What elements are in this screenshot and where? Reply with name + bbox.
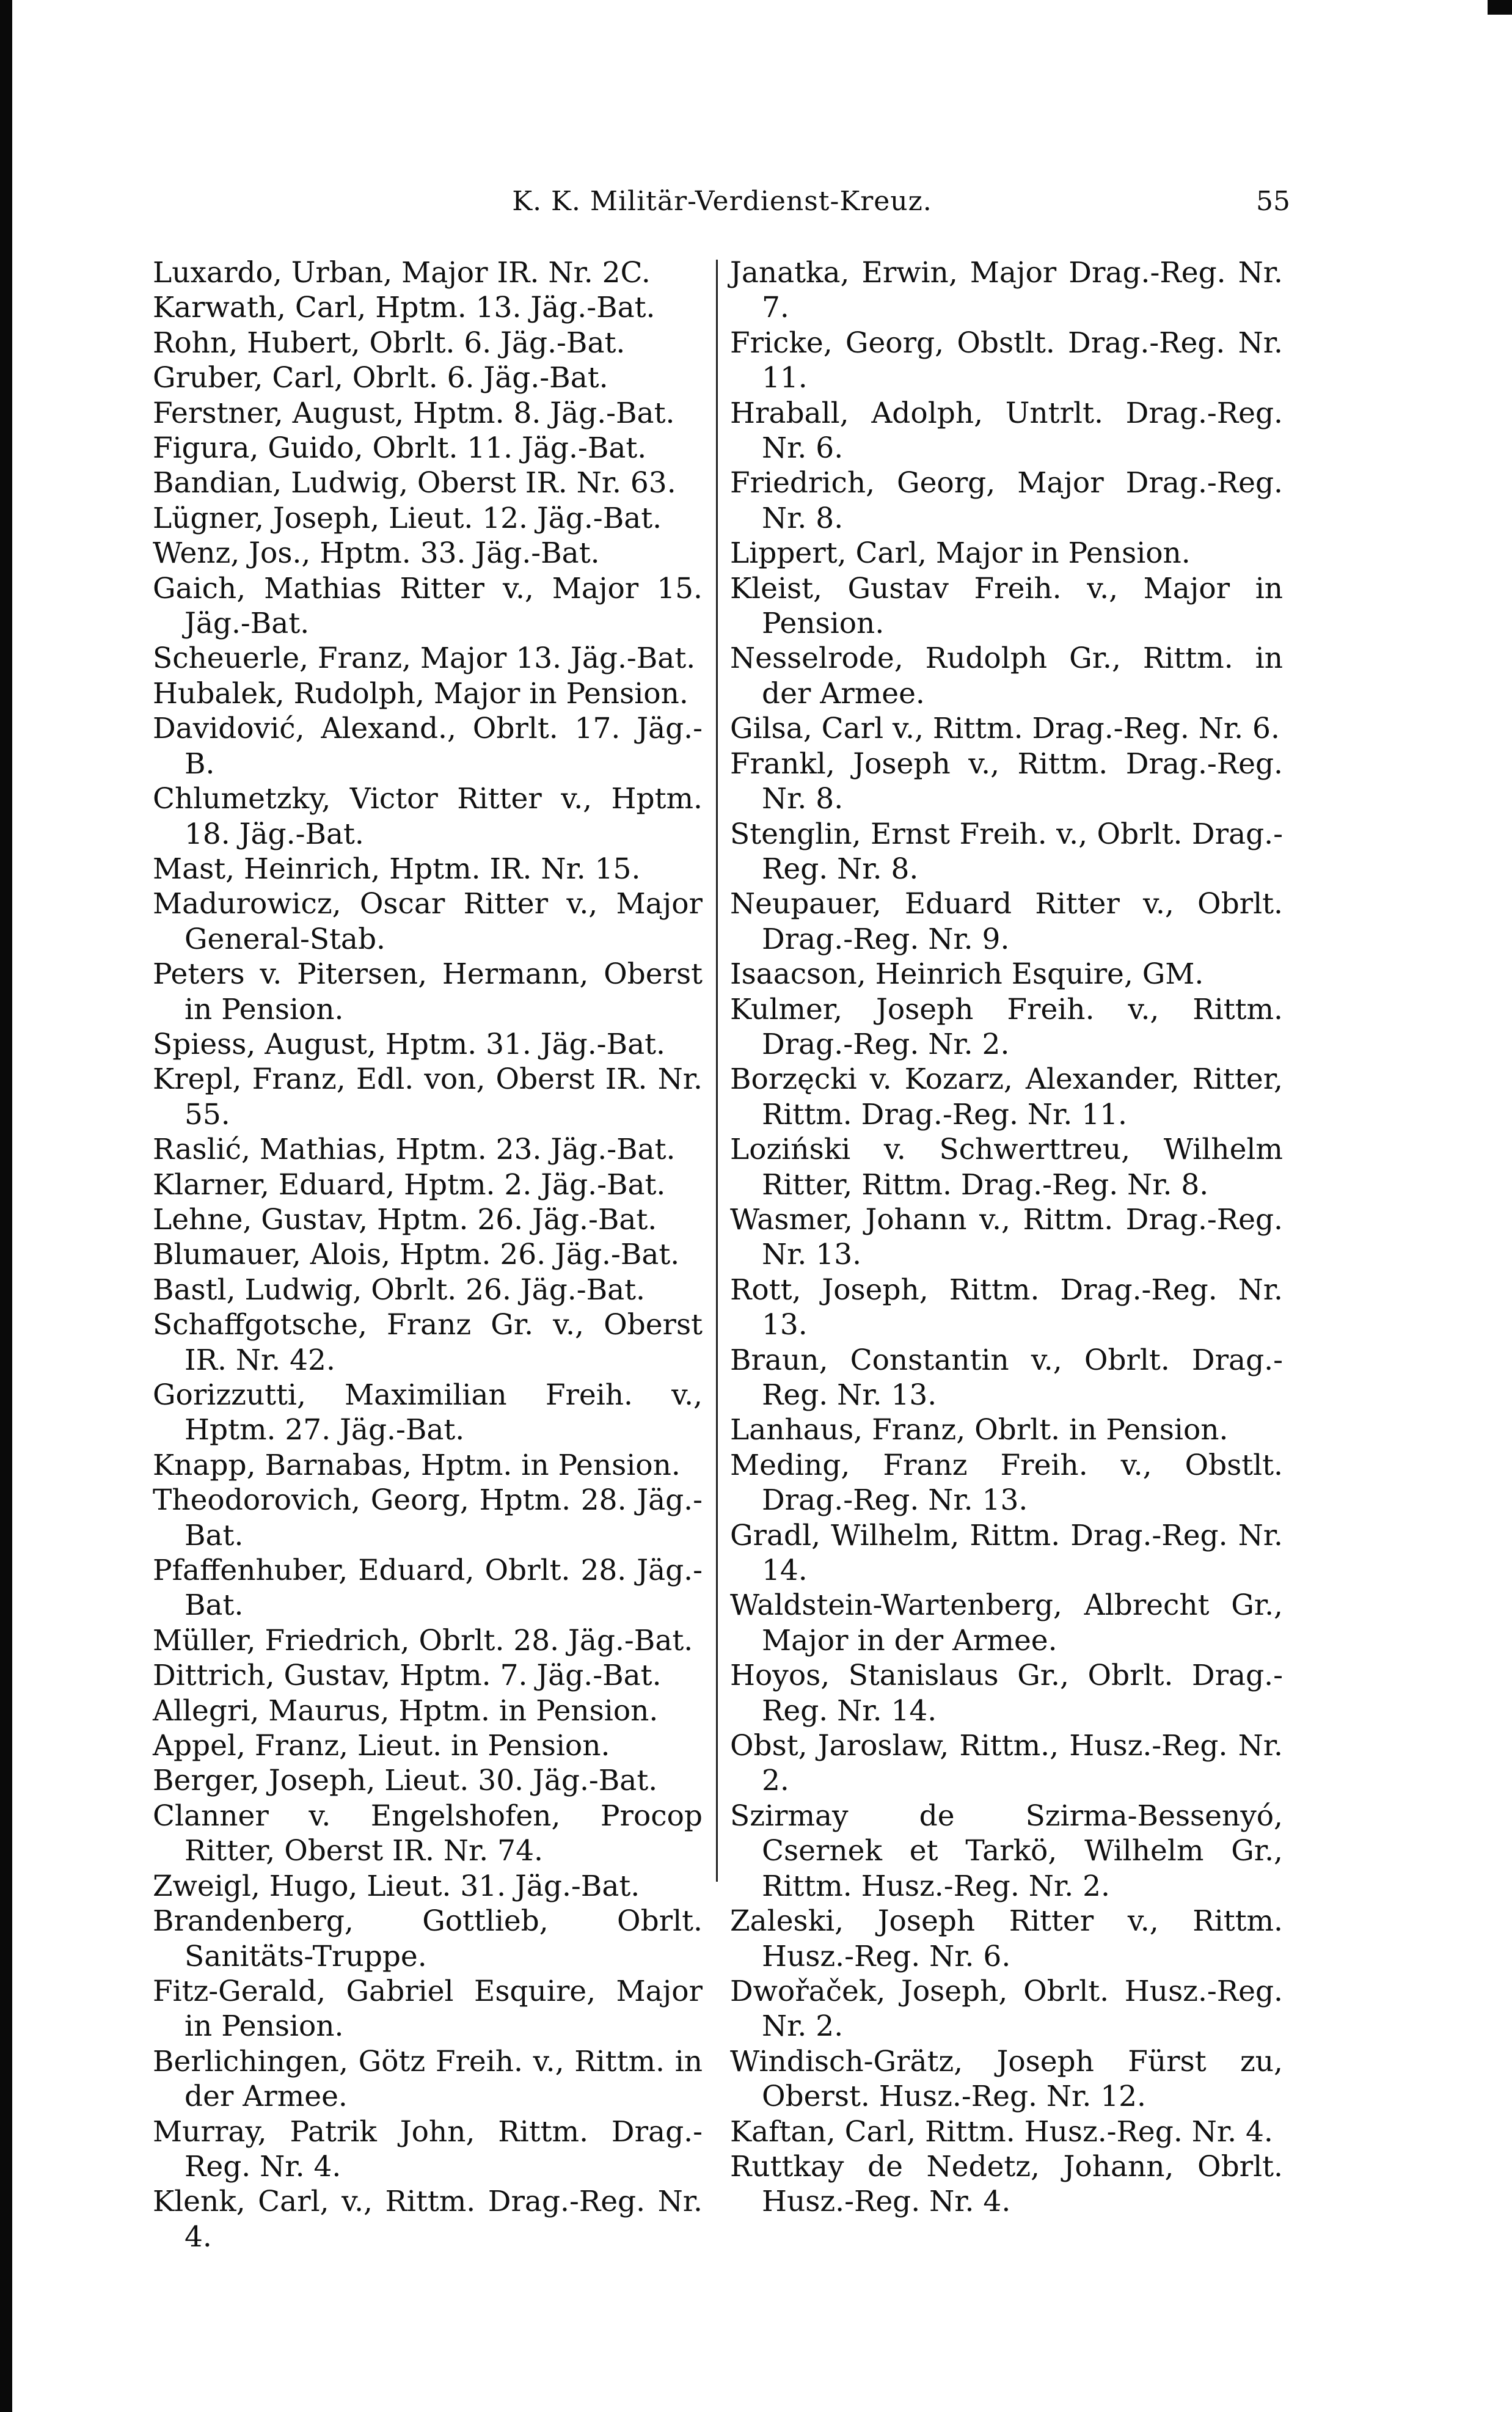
list-item: Luxardo, Urban, Major IR. Nr. 2C. bbox=[153, 256, 651, 290]
right-column bbox=[730, 255, 1283, 2220]
list-item: Lanhaus, Franz, Obrlt. in Pension. bbox=[730, 1413, 1229, 1447]
list-item: Windisch-Grätz, Joseph Fürst zu, Oberst. Husz.-Reg. Nr. 12. bbox=[730, 2044, 1283, 2114]
list-item: Krepl, Franz, Edl. von, Oberst IR. Nr. 55. bbox=[153, 1062, 703, 1131]
list-item: Berlichingen, Götz Freih. v., Rittm. in der Armee. bbox=[153, 2044, 703, 2114]
list-item: Scheuerle, Franz, Major 13. Jäg.-Bat. bbox=[153, 641, 696, 676]
list-item: Meding, Franz Freih. v., Obstlt. Drag.-Reg. Nr. 13. bbox=[730, 1448, 1283, 1518]
list-item: Clanner v. Engelshofen, Procop Ritter, Oberst IR. Nr. 74. bbox=[153, 1799, 703, 1868]
list-item: Gilsa, Carl v., Rittm. Drag.-Reg. Nr. 6. bbox=[730, 712, 1280, 746]
list-item: Bastl, Ludwig, Obrlt. 26. Jäg.-Bat. bbox=[153, 1273, 645, 1307]
page-edge-rule bbox=[0, 0, 12, 2412]
list-item: Figura, Guido, Obrlt. 11. Jäg.-Bat. bbox=[153, 431, 647, 466]
list-item: Ferstner, August, Hptm. 8. Jäg.-Bat. bbox=[153, 396, 675, 430]
list-item: Lehne, Gustav, Hptm. 26. Jäg.-Bat. bbox=[153, 1202, 657, 1237]
list-item: Szirmay de Szirma-Bessenyó, Csernek et Tarkö, Wilhelm Gr., Rittm. Husz.-Reg. Nr. 2. bbox=[730, 1799, 1283, 1903]
list-item: Gorizzutti, Maximilian Freih. v., Hptm. 27. Jäg.-Bat. bbox=[153, 1378, 703, 1447]
list-item: Kaftan, Carl, Rittm. Husz.-Reg. Nr. 4. bbox=[730, 2114, 1273, 2149]
list-item: Chlumetzky, Victor Ritter v., Hptm. 18. Jäg.-Bat. bbox=[153, 782, 703, 851]
list-item: Pfaffenhuber, Eduard, Obrlt. 28. Jäg.-Bat. bbox=[153, 1554, 703, 1623]
list-item: Hraball, Adolph, Untrlt. Drag.-Reg. Nr. 6. bbox=[730, 396, 1283, 466]
list-item: Stenglin, Ernst Freih. v., Obrlt. Drag.-Reg. Nr. 8. bbox=[730, 817, 1283, 886]
list-item: Fricke, Georg, Obstlt. Drag.-Reg. Nr. 11. bbox=[730, 326, 1283, 395]
left-column bbox=[153, 255, 703, 2254]
list-item: Murray, Patrik John, Rittm. Drag.-Reg. Nr. 4. bbox=[153, 2114, 703, 2184]
list-item: Frankl, Joseph v., Rittm. Drag.-Reg. Nr. 8. bbox=[730, 747, 1283, 816]
list-item: Klarner, Eduard, Hptm. 2. Jäg.-Bat. bbox=[153, 1168, 666, 1202]
list-item: Neupauer, Eduard Ritter v., Obrlt. Drag.-Reg. Nr. 9. bbox=[730, 887, 1283, 956]
list-item: Klenk, Carl, v., Rittm. Drag.-Reg. Nr. 4. bbox=[153, 2185, 703, 2254]
page-header bbox=[154, 183, 1290, 220]
list-item: Waldstein-Wartenberg, Albrecht Gr., Major in der Armee. bbox=[730, 1588, 1283, 1657]
list-item: Müller, Friedrich, Obrlt. 28. Jäg.-Bat. bbox=[153, 1623, 693, 1657]
list-item: Wasmer, Johann v., Rittm. Drag.-Reg. Nr. 13. bbox=[730, 1202, 1283, 1272]
list-item: Ruttkay de Nedetz, Johann, Obrlt. Husz.-Reg. Nr. 4. bbox=[730, 2149, 1283, 2219]
corner-mark bbox=[1488, 0, 1512, 15]
list-item: Davidović, Alexand., Obrlt. 17. Jäg.-B. bbox=[153, 712, 703, 781]
list-item: Friedrich, Georg, Major Drag.-Reg. Nr. 8. bbox=[730, 466, 1283, 535]
list-item: Hoyos, Stanislaus Gr., Obrlt. Drag.-Reg. Nr. 14. bbox=[730, 1659, 1283, 1728]
list-item: Lügner, Joseph, Lieut. 12. Jäg.-Bat. bbox=[153, 501, 662, 535]
running-title: K. K. Militär-Verdienst-Kreuz. bbox=[512, 186, 932, 217]
list-item: Dwořaček, Joseph, Obrlt. Husz.-Reg. Nr. 2. bbox=[730, 1974, 1283, 2044]
list-item: Nesselrode, Rudolph Gr., Rittm. in der Armee. bbox=[730, 641, 1283, 711]
list-item: Braun, Constantin v., Obrlt. Drag.-Reg. Nr. 13. bbox=[730, 1343, 1283, 1412]
list-item: Gaich, Mathias Ritter v., Major 15. Jäg.-Bat. bbox=[153, 571, 703, 641]
list-item: Kleist, Gustav Freih. v., Major in Pension. bbox=[730, 571, 1283, 641]
list-item: Spiess, August, Hptm. 31. Jäg.-Bat. bbox=[153, 1027, 665, 1061]
list-item: Rohn, Hubert, Obrlt. 6. Jäg.-Bat. bbox=[153, 326, 626, 360]
page-number: 55 bbox=[1256, 186, 1290, 217]
list-item: Raslić, Mathias, Hptm. 23. Jäg.-Bat. bbox=[153, 1133, 676, 1167]
list-item: Theodorovich, Georg, Hptm. 28. Jäg.-Bat. bbox=[153, 1483, 703, 1552]
list-item: Wenz, Jos., Hptm. 33. Jäg.-Bat. bbox=[153, 536, 600, 571]
list-item: Madurowicz, Oscar Ritter v., Major General-Stab. bbox=[153, 887, 703, 956]
list-item: Bandian, Ludwig, Oberst IR. Nr. 63. bbox=[153, 466, 676, 500]
list-item: Karwath, Carl, Hptm. 13. Jäg.-Bat. bbox=[153, 291, 656, 325]
list-item: Isaacson, Heinrich Esquire, GM. bbox=[730, 957, 1204, 992]
list-item: Kulmer, Joseph Freih. v., Rittm. Drag.-Reg. Nr. 2. bbox=[730, 992, 1283, 1061]
list-item: Fitz-Gerald, Gabriel Esquire, Major in Pension. bbox=[153, 1974, 703, 2044]
column-divider bbox=[716, 260, 718, 1882]
list-item: Schaffgotsche, Franz Gr. v., Oberst IR. Nr. 42. bbox=[153, 1308, 703, 1377]
list-item: Borzęcki v. Kozarz, Alexander, Ritter, Rittm. Drag.-Reg. Nr. 11. bbox=[730, 1062, 1283, 1131]
list-item: Rott, Joseph, Rittm. Drag.-Reg. Nr. 13. bbox=[730, 1273, 1283, 1342]
list-item: Blumauer, Alois, Hptm. 26. Jäg.-Bat. bbox=[153, 1238, 680, 1272]
list-item: Lippert, Carl, Major in Pension. bbox=[730, 536, 1191, 571]
list-item: Brandenberg, Gottlieb, Obrlt. Sanitäts-Truppe. bbox=[153, 1904, 703, 1973]
list-item: Hubalek, Rudolph, Major in Pension. bbox=[153, 676, 688, 711]
list-item: Mast, Heinrich, Hptm. IR. Nr. 15. bbox=[153, 852, 641, 886]
list-item: Loziński v. Schwerttreu, Wilhelm Ritter, Rittm. Drag.-Reg. Nr. 8. bbox=[730, 1133, 1283, 1202]
list-item: Knapp, Barnabas, Hptm. in Pension. bbox=[153, 1448, 681, 1482]
list-item: Janatka, Erwin, Major Drag.-Reg. Nr. 7. bbox=[730, 256, 1283, 325]
list-item: Appel, Franz, Lieut. in Pension. bbox=[153, 1729, 610, 1763]
list-item: Dittrich, Gustav, Hptm. 7. Jäg.-Bat. bbox=[153, 1659, 662, 1693]
list-item: Allegri, Maurus, Hptm. in Pension. bbox=[153, 1694, 659, 1728]
list-item: Zweigl, Hugo, Lieut. 31. Jäg.-Bat. bbox=[153, 1869, 640, 1903]
list-item: Berger, Joseph, Lieut. 30. Jäg.-Bat. bbox=[153, 1764, 658, 1798]
list-item: Peters v. Pitersen, Hermann, Oberst in Pension. bbox=[153, 957, 703, 1026]
list-item: Obst, Jaroslaw, Rittm., Husz.-Reg. Nr. 2. bbox=[730, 1729, 1283, 1798]
list-item: Zaleski, Joseph Ritter v., Rittm. Husz.-Reg. Nr. 6. bbox=[730, 1904, 1283, 1973]
list-item: Gradl, Wilhelm, Rittm. Drag.-Reg. Nr. 14. bbox=[730, 1518, 1283, 1588]
list-item: Gruber, Carl, Obrlt. 6. Jäg.-Bat. bbox=[153, 361, 608, 395]
